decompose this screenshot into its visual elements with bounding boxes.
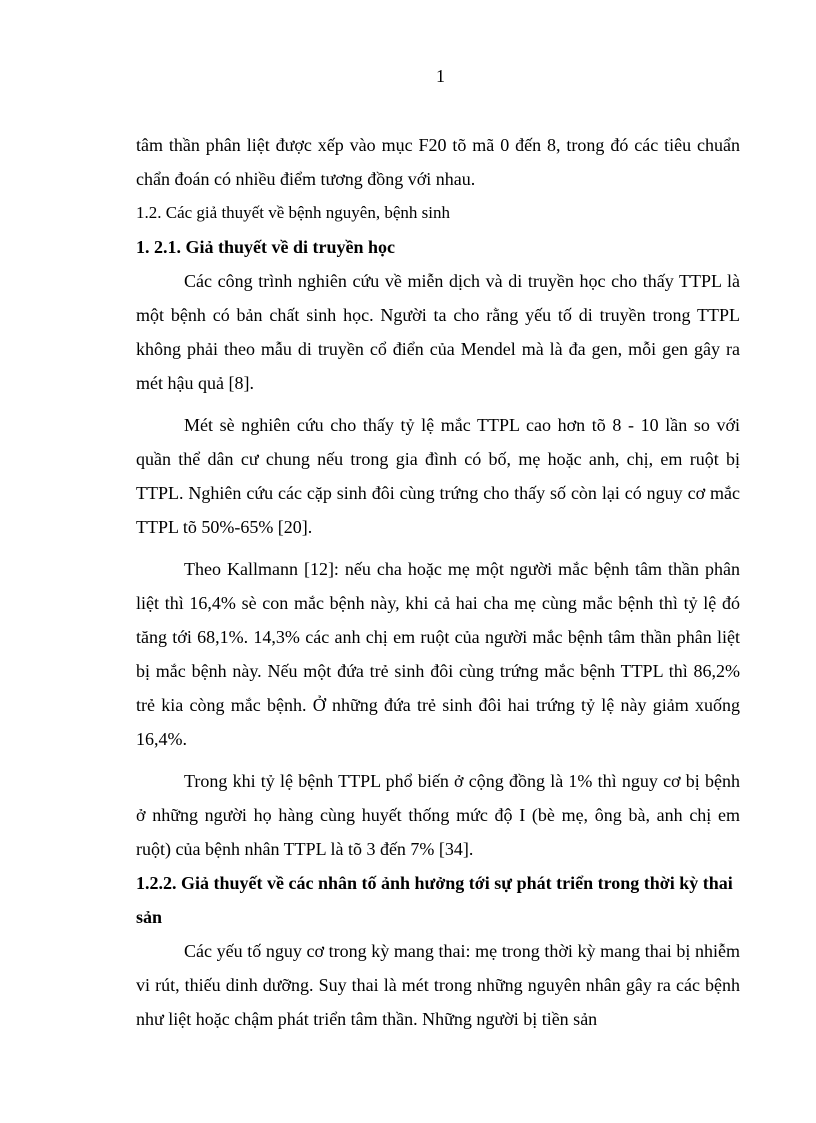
paragraph-kallmann: Theo Kallmann [12]: nếu cha hoặc mẹ một người mắc bệnh tâm thần phân liệt thì 16,4% sè con mắc bệnh này, khi cả hai cha mẹ cùng mắc bệnh thì tỷ lệ đó tăng tới 68,1%. 14,3% các anh chị em ruột của người mắc bệnh tâm thần phân liệt bị mắc bệnh này. Nếu một đứa trẻ sinh đôi cùng trứng mắc bệnh TTPL thì 86,2% trẻ kia còng mắc bệnh. Ở những đứa trẻ sinh đôi hai trứng tỷ lệ này giảm xuống 16,4%.: [136, 559, 740, 749]
paragraph-genetics-1: Các công trình nghiên cứu về miễn dịch và di truyền học cho thấy TTPL là một bệnh có bản chất sinh học. Người ta cho rằng yếu tố di truyền trong TTPL không phải theo mẫu di truyền cổ điển của Mendel mà là đa gen, mỗi gen gây ra mét hậu quả [8].: [136, 271, 740, 393]
paragraph-genetics-2: Mét sè nghiên cứu cho thấy tỷ lệ mắc TTPL cao hơn tõ 8 - 10 lần so với quần thể dân cư chung nếu trong gia đình có bố, mẹ hoặc anh, chị, em ruột bị TTPL. Nghiên cứu các cặp sinh đôi cùng trứng cho thấy số còn lại có nguy cơ mắc TTPL tõ 50%-65% [20].: [136, 415, 740, 537]
paragraph-prevalence: Trong khi tỷ lệ bệnh TTPL phổ biến ở cộng đồng là 1% thì nguy cơ bị bệnh ở những người họ hàng cùng huyết thống mức độ I (bè mẹ, ông bà, anh chị em ruột) của bệnh nhân TTPL là tõ 3 đến 7% [34].: [136, 771, 740, 859]
heading-1-2-1: 1. 2.1. Giả thuyết về di truyền học: [136, 237, 395, 257]
heading-1-2-2: 1.2.2. Giả thuyết về các nhân tố ảnh hưởng tới sự phát triển trong thời kỳ thai sản: [136, 873, 733, 927]
document-body: [136, 128, 740, 1036]
page-number: 1: [436, 66, 445, 86]
section-title-1-2: 1.2. Các giả thuyết về bệnh nguyên, bệnh sinh: [136, 203, 450, 222]
paragraph-intro: tâm thần phân liệt được xếp vào mục F20 tõ mã 0 đến 8, trong đó các tiêu chuẩn chẩn đoán có nhiều điểm tương đồng với nhau.: [136, 135, 740, 189]
paragraph-pregnancy: Các yếu tố nguy cơ trong kỳ mang thai: mẹ trong thời kỳ mang thai bị nhiễm vi rút, thiếu dinh dưỡng. Suy thai là mét trong những nguyên nhân gây ra các bệnh như liệt hoặc chậm phát triển tâm thần. Những người bị tiền sản: [136, 941, 740, 1029]
